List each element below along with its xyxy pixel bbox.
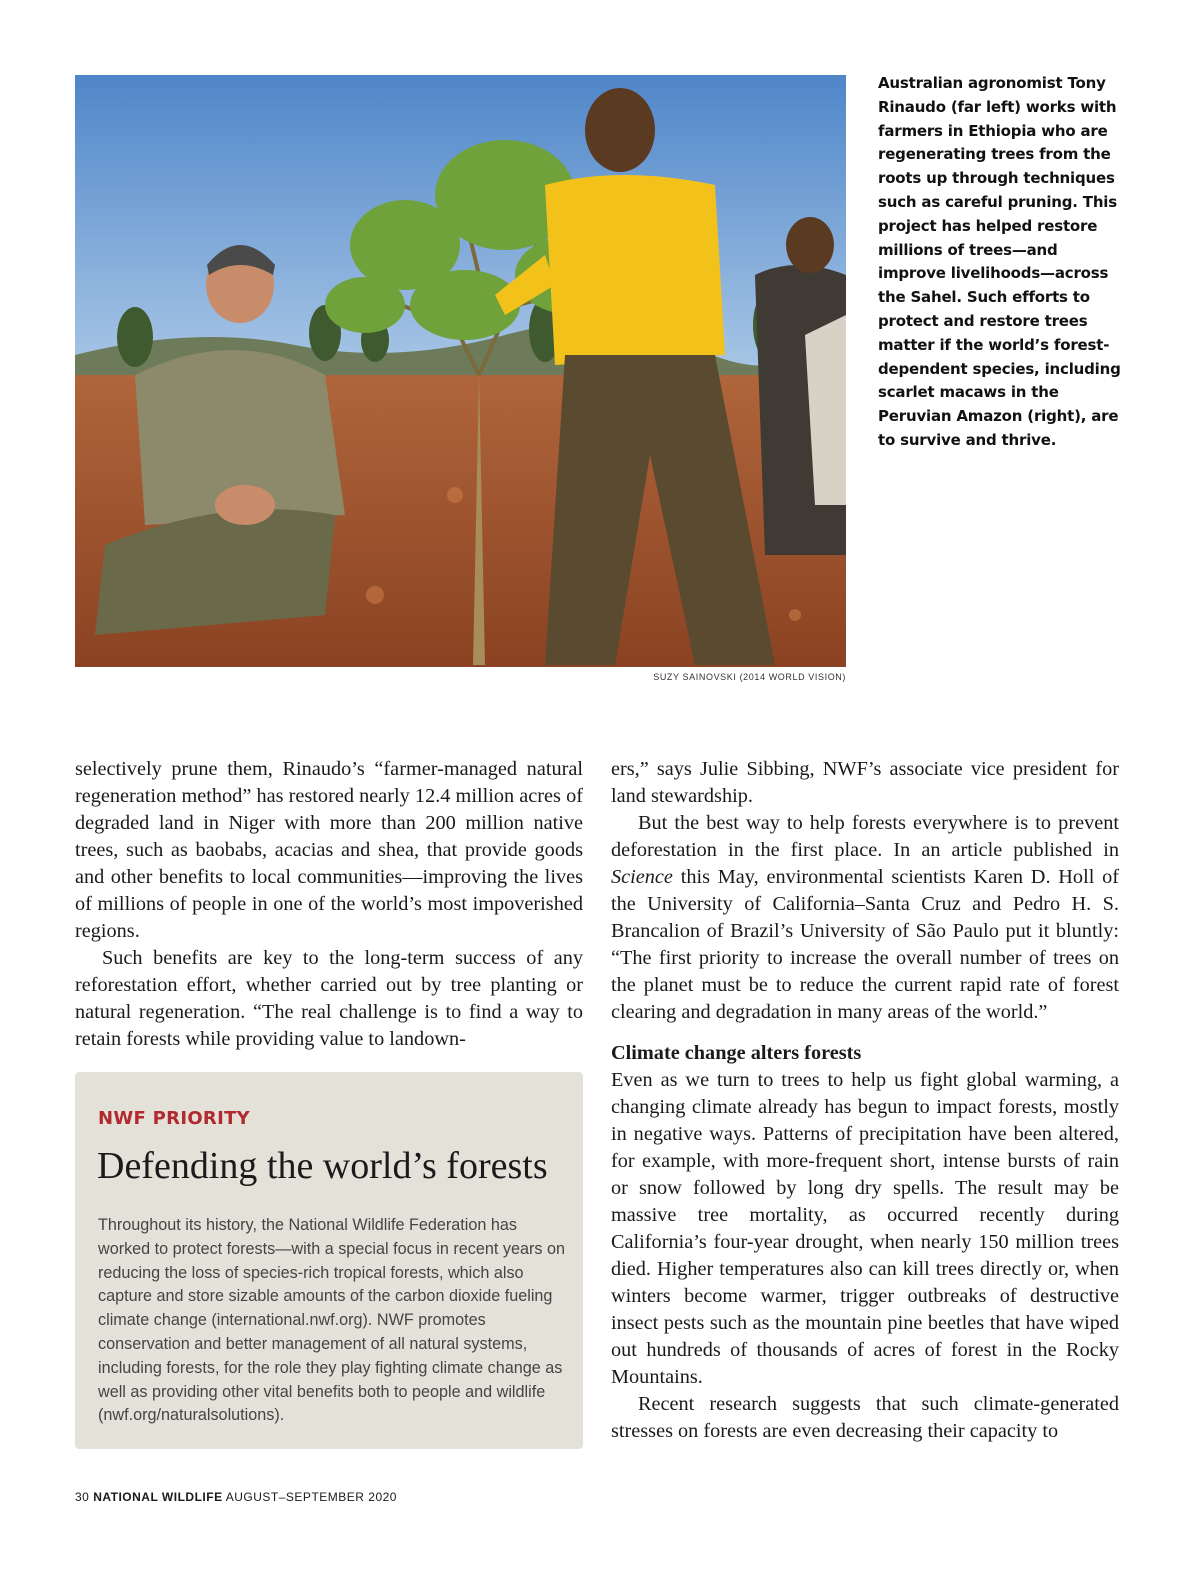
sidebar-body: Throughout its history, the National Wildlife Federation has worked to protect forests—with a special focus in recent years on reducing the loss of species-rich tropical forests, which also capture and store sizable amounts of the carbon dioxide fueling climate change (international.nwf.org). NWF promotes conservation and better management of all natural systems, including forests, for the role they play fighting climate change as well as providing other vital benefits both to people and wildlife (nwf.org/naturalsolutions). bbox=[98, 1216, 565, 1425]
photo-illustration bbox=[75, 75, 846, 667]
body-paragraph: selectively prune them, Rinaudo’s “farmer-managed natural regeneration method” has restored nearly 12.4 million acres of degraded land in Niger with more than 200 million native trees, such as baobabs, acacias and shea, that provide goods and other benefits to local communities—improving the lives of millions of people in one of the world’s most impoverished regions. bbox=[75, 758, 583, 942]
text-run: But the best way to help forests everywhere is to prevent deforestation in the first place. In an article published in bbox=[611, 812, 1119, 861]
right-column bbox=[611, 756, 1119, 1445]
text-run: this May, environmental scientists Karen D. Holl of the University of California–Santa Cruz and Pedro H. S. Brancalion of Brazil’s University of São Paulo put it bluntly: “The first priority to increase the overall number of trees on the planet must be to reduce the current rapid rate of forest clearing and degradation in many areas of the world.” bbox=[611, 866, 1119, 1023]
body-paragraph: Such benefits are key to the long-term success of any reforestation effort, whether carried out by tree planting or natural regeneration. “The real challenge is to find a way to retain forests while providing value to landown- bbox=[75, 947, 583, 1050]
body-paragraph: ers,” says Julie Sibbing, NWF’s associate vice president for land stewardship. bbox=[611, 758, 1119, 807]
journal-name: Science bbox=[611, 866, 673, 888]
body-paragraph: Recent research suggests that such climate-generated stresses on forests are even decreasing their capacity to bbox=[611, 1393, 1119, 1442]
nwf-priority-sidebar bbox=[75, 1072, 583, 1449]
body-paragraph bbox=[611, 810, 1119, 1026]
page-number: 30 bbox=[75, 1490, 90, 1504]
sidebar-title: Defending the world’s forests bbox=[97, 1145, 548, 1187]
left-column bbox=[75, 756, 583, 1053]
photo-credit: SUZY SAINOVSKI (2014 WORLD VISION) bbox=[653, 672, 846, 682]
section-subhead: Climate change alters forests bbox=[611, 1042, 862, 1064]
issue-date: AUGUST–SEPTEMBER 2020 bbox=[225, 1490, 397, 1504]
sidebar-kicker: NWF PRIORITY bbox=[98, 1108, 251, 1129]
photo-caption: Australian agronomist Tony Rinaudo (far left) works with farmers in Ethiopia who are regenerating trees from the roots up through techniques such as careful pruning. This project has helped restore millions of trees—and improve livelihoods—across the Sahel. Such efforts to protect and restore trees matter if the world’s forest-dependent species, including scarlet macaws in the Peruvian Amazon (right), are to survive and thrive. bbox=[878, 74, 1121, 449]
magazine-name: NATIONAL WILDLIFE bbox=[93, 1490, 223, 1504]
feature-photo bbox=[75, 75, 846, 667]
body-paragraph: Even as we turn to trees to help us fight global warming, a changing climate already has begun to impact forests, mostly in negative ways. Patterns of precipitation have been altered, for example, with more-frequent short, intense bursts of rain or snow followed by long dry spells. The result may be massive tree mortality, as occurred recently during California’s four-year drought, when nearly 150 million trees died. Higher temperatures also can kill trees directly or, when winters become warmer, trigger outbreaks of destructive insect pests such as the mountain pine beetles that have wiped out hundreds of thousands of acres of forest in the Rocky Mountains. bbox=[611, 1069, 1119, 1388]
page-footer bbox=[75, 1490, 397, 1504]
